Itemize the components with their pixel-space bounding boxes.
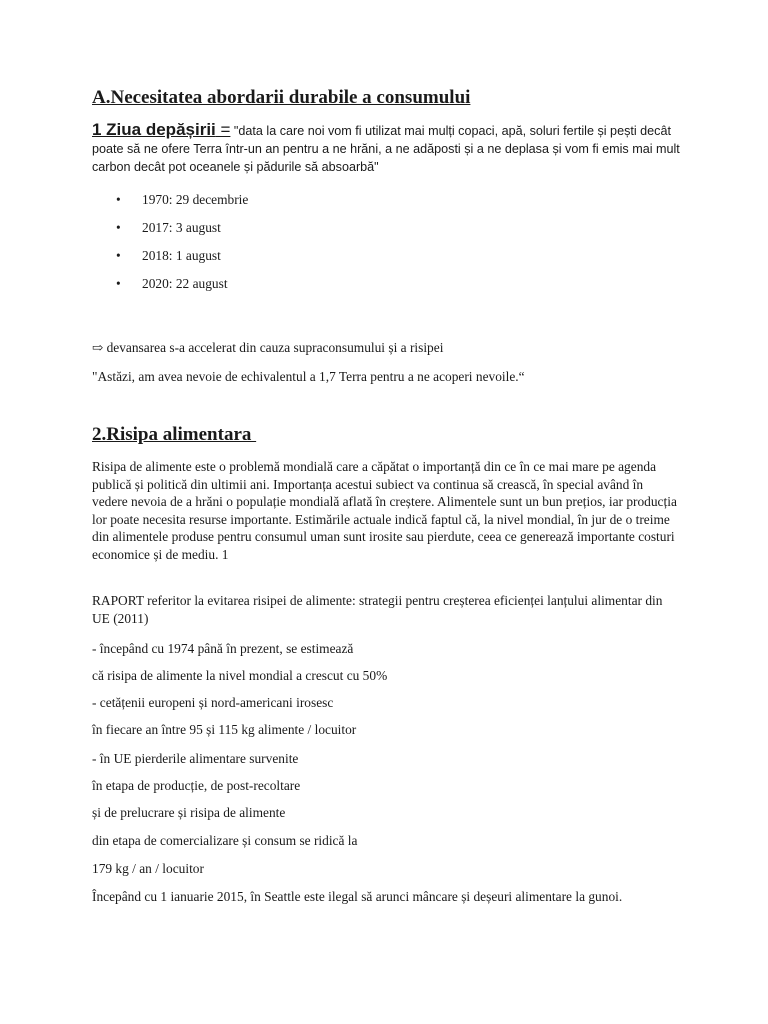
report-line: - în UE pierderile alimentare survenite (92, 751, 299, 766)
arrow-conclusion: ⇨ devansarea s-a accelerat din cauza supraconsumului și a risipei (92, 340, 444, 355)
date-text: 2017: 3 august (142, 220, 221, 235)
date-text: 2018: 1 august (142, 248, 221, 263)
report-line: în fiecare an între 95 și 115 kg alimente / locuitor (92, 722, 357, 737)
report-line: că risipa de alimente la nivel mondial a crescut cu 50% (92, 668, 388, 683)
report-line: în etapa de producție, de post-recoltare (92, 778, 301, 793)
list-item (116, 218, 248, 246)
overshoot-dates-list (116, 190, 248, 302)
equals-sign: = (215, 120, 231, 139)
earth-equivalent-quote: "Astăzi, am avea nevoie de echivalentul a 1,7 Terra pentru a ne acoperi nevoile.“ (92, 369, 525, 384)
food-waste-paragraph: Risipa de alimente este o problemă mondială care a căpătat o importanță din ce în ce mai mare pe agenda publică și politică din ultimii ani. Importanța acestui subiect va continua să crească, în special având în vedere nevoia de a hrăni o populație mondială aflată în creștere. Alimentele sunt un bun prețios, iar producția lor poate necesita resurse importante. Estimările actuale indică faptul că, la nivel mondial, în jur de o treime din alimentele produse pentru consumul uman sunt irosite sau pierdute, ceea ce generează importante costuri economice și de mediu. 1 (92, 459, 677, 562)
date-text: 2020: 22 august (142, 276, 228, 291)
bullet-icon: • (116, 220, 121, 235)
date-text: 1970: 29 decembrie (142, 192, 249, 207)
bullet-icon: • (116, 248, 121, 263)
report-line: - începând cu 1974 până în prezent, se estimează (92, 641, 354, 656)
report-line: - cetățenii europeni și nord-americani irosesc (92, 695, 334, 710)
bullet-icon: • (116, 192, 121, 207)
section-heading-food-waste: 2.Risipa alimentara (92, 424, 257, 445)
report-reference: RAPORT referitor la evitarea risipei de alimente: strategii pentru creșterea eficienței lanțului alimentar din UE (2011) (92, 593, 663, 626)
overshoot-day-quote: "data la care noi vom fi utilizat mai mulți copaci, apă, soluri fertile și pești decât poate să ne ofere Terra într-un an pentru a ne hrăni, a ne adăposti și a ne deplasa și vom fi emis mai mult carbon decât pot oceanele și pădurile să absoarbă" (92, 124, 680, 174)
list-item (116, 274, 248, 302)
bullet-icon: • (116, 276, 121, 291)
overshoot-day-term: 1 Ziua depășirii (92, 120, 216, 139)
list-item (116, 190, 248, 218)
list-item (116, 246, 248, 274)
seattle-fact: Începând cu 1 ianuarie 2015, în Seattle este ilegal să arunci mâncare și deșeuri alimentare la gunoi. (92, 889, 623, 904)
report-line: din etapa de comercializare și consum se ridică la (92, 833, 358, 848)
report-line: și de prelucrare și risipa de alimente (92, 805, 286, 820)
report-line: 179 kg / an / locuitor (92, 861, 204, 876)
section-heading-durable-consumption: A.Necesitatea abordarii durabile a consumului (92, 87, 471, 108)
overshoot-day-definition (92, 121, 682, 176)
